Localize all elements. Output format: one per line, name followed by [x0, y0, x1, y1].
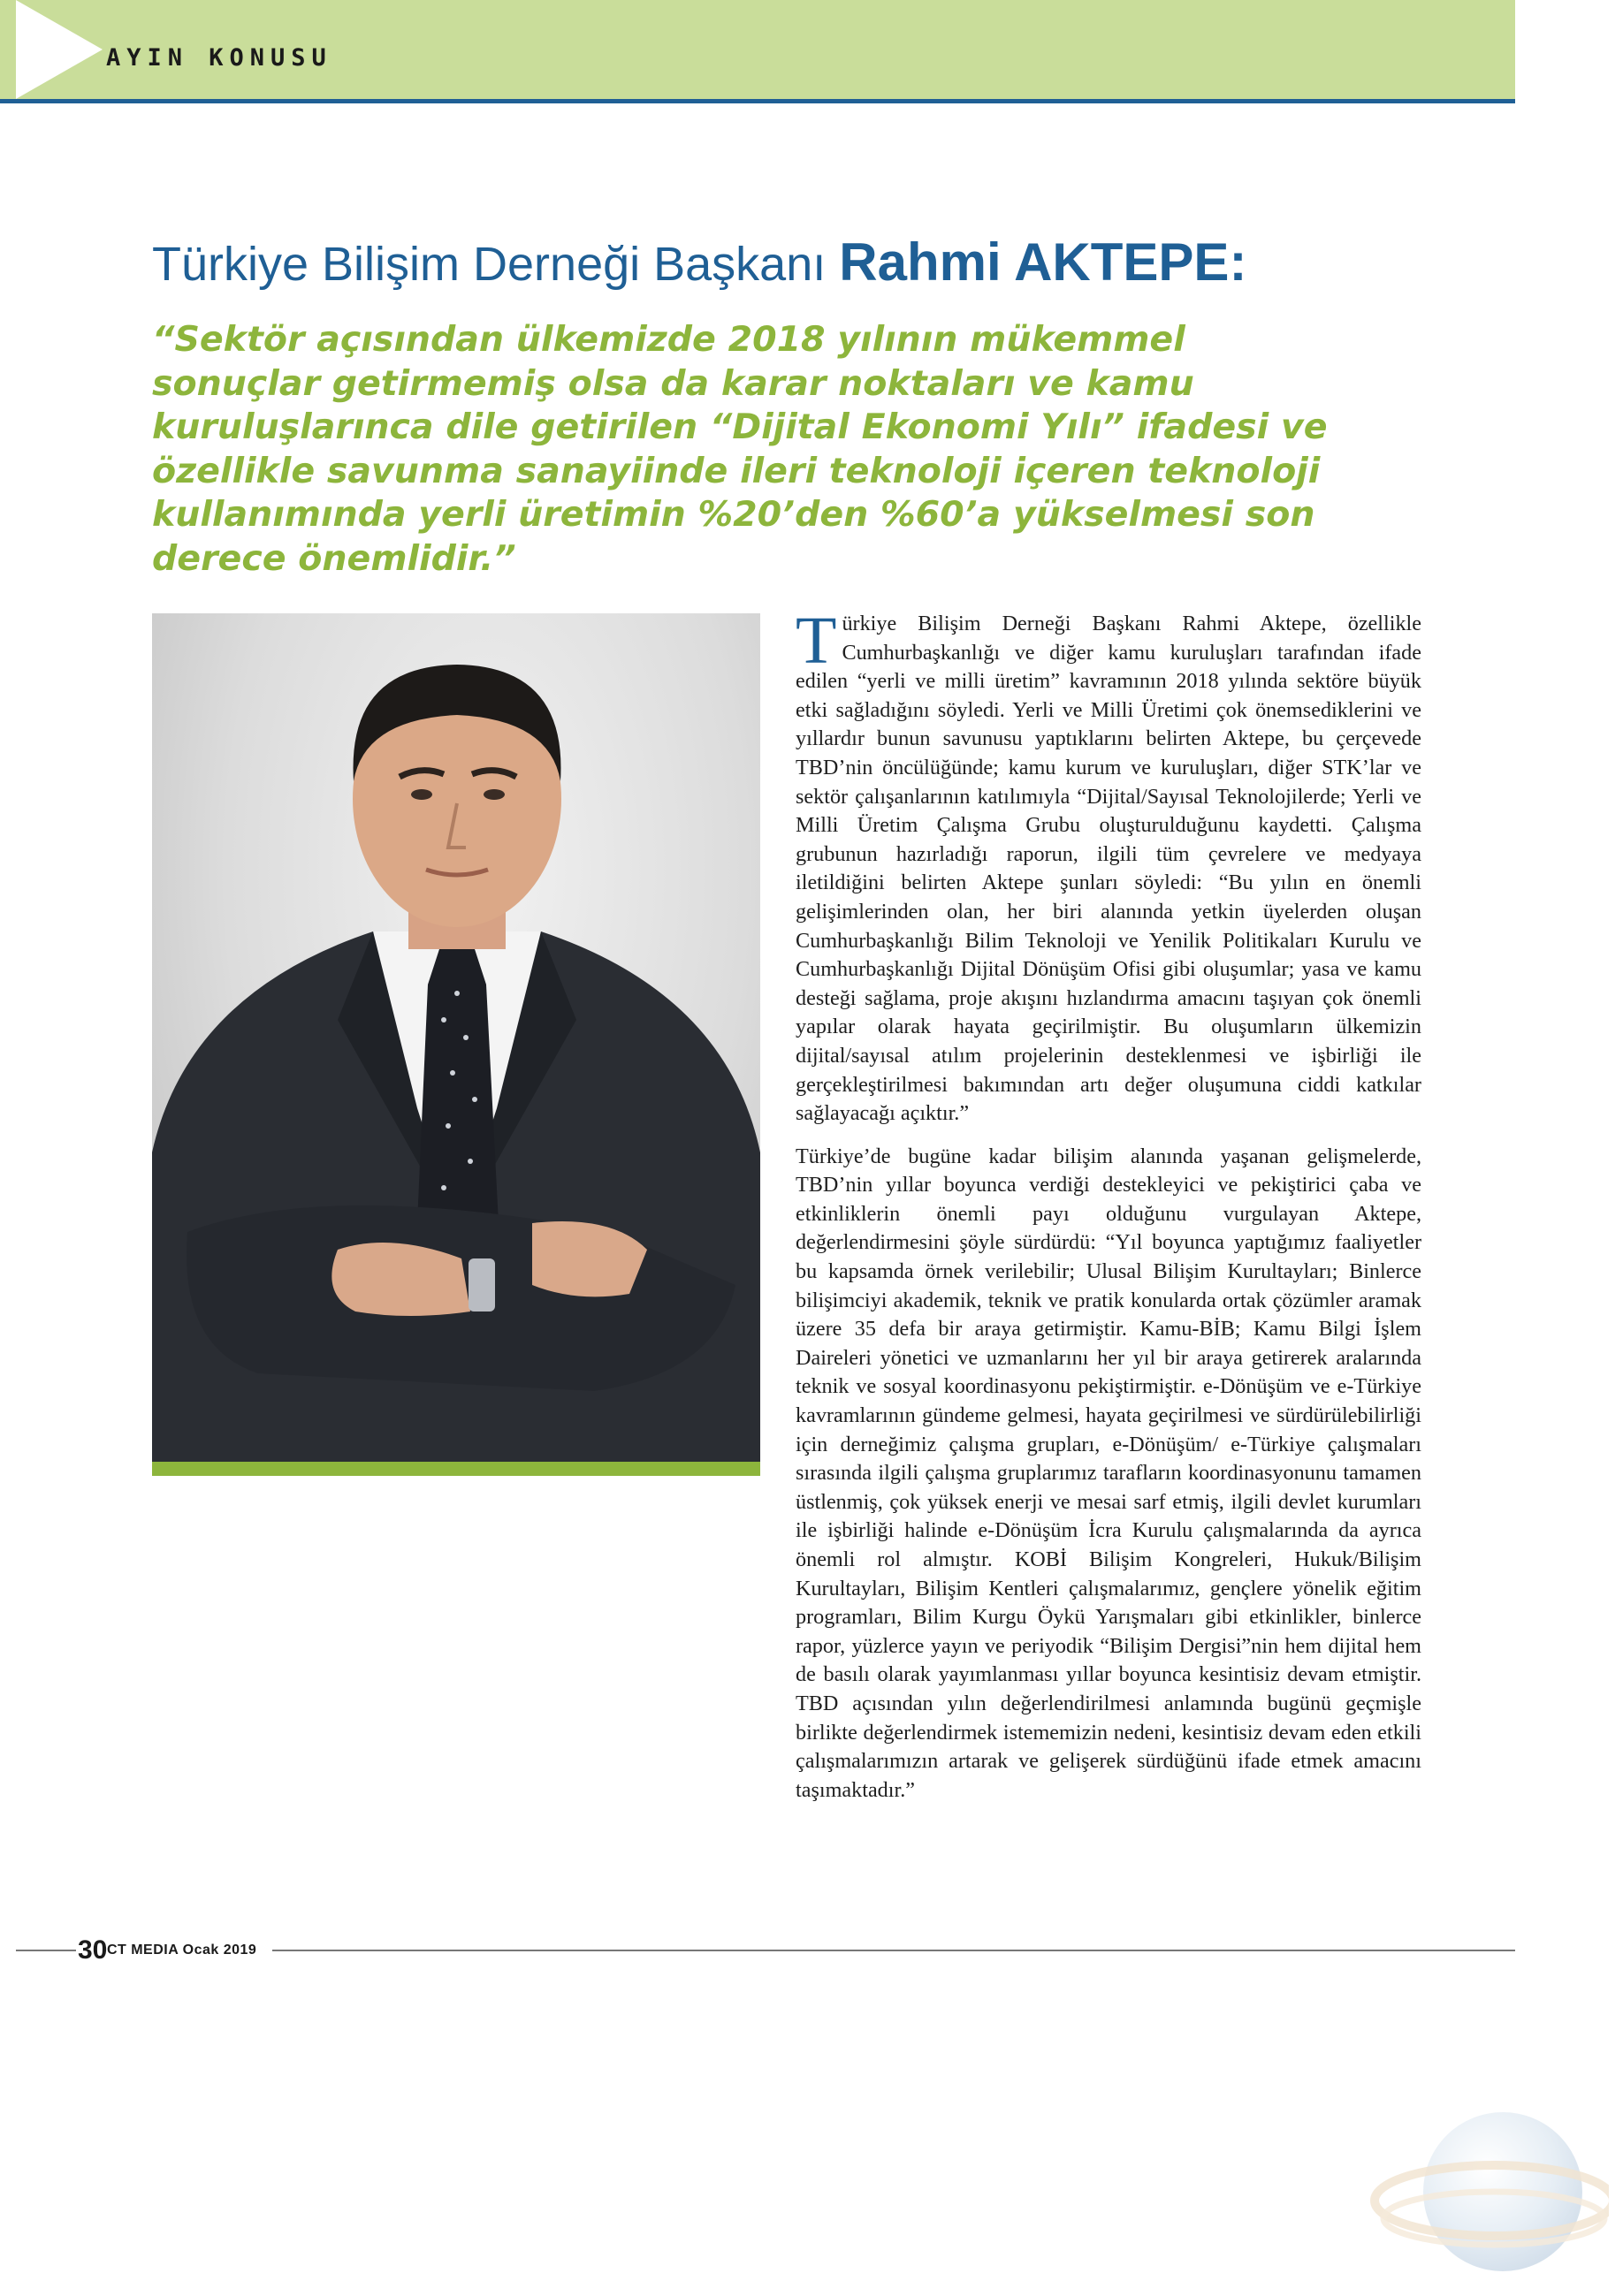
title-prefix: Türkiye Bilişim Derneği Başkanı — [152, 238, 827, 291]
footer-rule-right — [272, 1950, 1515, 1951]
drop-cap: T — [796, 604, 837, 678]
article-title — [152, 232, 1531, 293]
title-name: Rahmi AKTEPE: — [839, 232, 1247, 292]
paragraph-2: Türkiye’de bugüne kadar bilişim alanında yaşanan gelişmelerde, TBD’nin yıllar boyunca verdiği destekleyici ve pekiştirici çaba ve etkinliklerin önemli payı olduğunu vurgulayan Aktepe, değerlendirmesini şöyle sürdürdü: “Yıl boyunca yaptığımız faaliyetler bu kapsamda örnek verilebilir; Ulusal Bilişim Kurultayları; Binlerce bilişimciyi akademik, teknik ve pratik konularda ortak çözümler aramak üzere 35 defa bir araya getirmiştir. Kamu-BİB; Kamu Bilgi İşlem Daireleri yönetici ve uzmanlarını her yıl bir araya getirerek aralarında teknik ve sosyal koordinasyonu pekiştirmiştir. e-Dönüşüm ve e-Türkiye kavramlarının gündeme gelmesi, hayata geçirilmesi ve sürdürülebilirliği için derneğimiz çalışma grupları, e-Dönüşüm/ e-Türkiye çalışmaları sırasında ilgili çalışma gruplarımız tarafların koordinasyonunu tamamen üstlenmiş, çok yüksek enerji ve mesai sarf etmiş, ilgili devlet kurumları ile işbirliği halinde e-Dönüşüm İcra Kurulu çalışmalarında da ayrıca önemli rol almıştır. KOBİ Bilişim Kongreleri, Hukuk/Bilişim Kurultayları, Bilişim Kentleri çalışmalarımız, gençlere yönelik eğitim programları, Bilim Kurgu Öykü Yarışmaları gibi etkinlikler, binlerce rapor, yüzlerce yayın ve periyodik “Bilişim Dergisi”nin hem dijital hem de basılı olarak yayımlanması yıllar boyunca kesintisiz devam etmiştir. TBD açısından yılın değerlendirilmesi anlamında bugünü geçmişle birlikte değerlendirmek istememizin nedeni, kesintisiz devam eden etkili çalışmalarımızın artarak ve gelişerek sürdüğünü ifade etmek amacını taşımaktadır.” — [796, 1144, 1421, 1802]
article-body — [796, 604, 1421, 1819]
pull-quote: “Sektör açısından ülkemizde 2018 yılının mükemmel sonuçlar getirmemiş olsa da karar noktaları ve kamu kuruluşlarınca dile getirilen “Dijital Ekonomi Yılı” ifadesi ve özellikle savunma sanayiinde ileri teknoloji içeren teknoloji kullanımında yerli üretimin %20’den %60’a yükselmesi son derece önemlidir.” — [152, 319, 1328, 579]
portrait-photo — [152, 613, 760, 1476]
footer-rule-left — [16, 1950, 76, 1951]
page-number: 30 — [78, 1935, 108, 1965]
section-label: AYIN KONUSU — [106, 44, 332, 72]
paragraph-1 — [796, 604, 1421, 1129]
header-band — [0, 0, 1515, 103]
header-arrow-icon — [16, 0, 103, 99]
paragraph-1-text: ürkiye Bilişim Derneği Başkanı Rahmi Aktepe, özellikle Cumhurbaşkanlığı ve diğer kamu kuruluşları tarafından ifade edilen “yerli ve milli üretim” kavramının 2018 yılında sektöre büyük etki sağladığını söyledi. Yerli ve Milli Üretimi çok önemsediklerini ve yıllardır bunun savunusu yaptıklarını belirten Aktepe, bu çerçevede TBD’nin öncülüğünde; kamu kurum ve kuruluşları, diğer STK’lar ve sektör çalışanlarının katılımıyla “Dijital/Sayısal Teknolojilerde; Yerli ve Milli Üretim Çalışma Grubu oluşturulduğunu kaydetti. Çalışma grubunun hazırladığı raporun, ilgili tüm çevrelere ve medyaya iletildiğini belirten Aktepe şunları söyledi: “Bu yılın en önemli gelişimlerinden olan, her biri alanında yetkin üyelerden oluşan Cumhurbaşkanlığı Bilim Teknoloji ve Yenilik Politikaları Kurulu ve Cumhurbaşkanlığı Dijital Dönüşüm Ofisi gibi oluşumlar; yasa ve kamu desteği sağlama, proje akışını hızlandırma amacını taşıyan çok önemli yapılar olarak hayata geçirilmiştir. Bu oluşumların ülkemizin dijital/sayısal atılım projelerinin desteklenmesi ve işbirliği ile gerçekleştirilmesi bakımından artı değer oluşumuna ciddi katkılar sağlayacağı açıktır.” — [796, 612, 1421, 1126]
footer-magazine: ICT MEDIA Ocak 2019 — [103, 1942, 257, 1958]
globe-watermark-icon — [1361, 2086, 1609, 2289]
portrait-photo-icon — [152, 613, 760, 1462]
